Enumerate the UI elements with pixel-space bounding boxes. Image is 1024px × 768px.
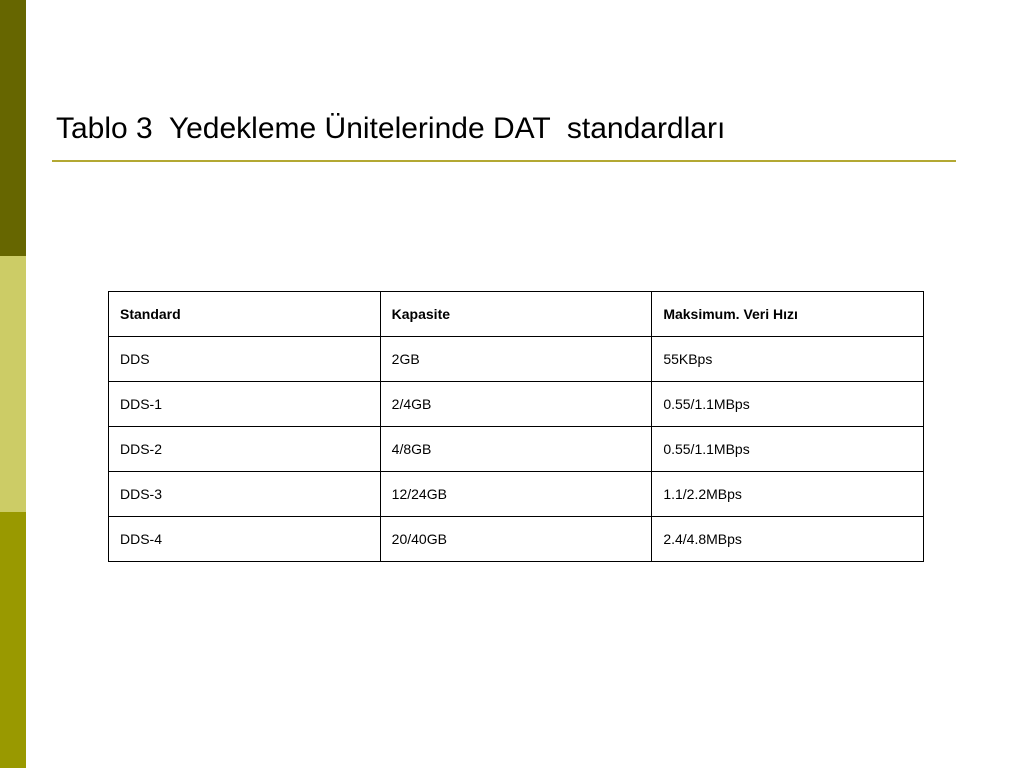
cell-capacity: 2/4GB	[380, 382, 652, 427]
slide-title: Tablo 3 Yedekleme Ünitelerinde DAT standardları	[56, 112, 726, 145]
cell-standard: DDS-3	[109, 472, 381, 517]
cell-capacity: 20/40GB	[380, 517, 652, 562]
cell-standard: DDS-1	[109, 382, 381, 427]
left-accent-stripe-mid	[0, 512, 26, 768]
table-row	[109, 472, 924, 517]
cell-max-data-rate: 55KBps	[652, 337, 924, 382]
cell-max-data-rate: 0.55/1.1MBps	[652, 382, 924, 427]
cell-standard: DDS	[109, 337, 381, 382]
left-accent-stripe-dark	[0, 0, 26, 256]
column-header-standard: Standard	[109, 292, 381, 337]
cell-standard: DDS-4	[109, 517, 381, 562]
table-row	[109, 517, 924, 562]
cell-max-data-rate: 1.1/2.2MBps	[652, 472, 924, 517]
dat-standards-table	[108, 291, 924, 562]
cell-max-data-rate: 2.4/4.8MBps	[652, 517, 924, 562]
table-header-row	[109, 292, 924, 337]
cell-capacity: 2GB	[380, 337, 652, 382]
left-accent-stripe-light	[0, 256, 26, 512]
title-underline	[52, 160, 956, 162]
cell-capacity: 4/8GB	[380, 427, 652, 472]
table-row	[109, 427, 924, 472]
column-header-capacity: Kapasite	[380, 292, 652, 337]
cell-capacity: 12/24GB	[380, 472, 652, 517]
column-header-max-data-rate: Maksimum. Veri Hızı	[652, 292, 924, 337]
table-row	[109, 337, 924, 382]
cell-max-data-rate: 0.55/1.1MBps	[652, 427, 924, 472]
cell-standard: DDS-2	[109, 427, 381, 472]
table-row	[109, 382, 924, 427]
